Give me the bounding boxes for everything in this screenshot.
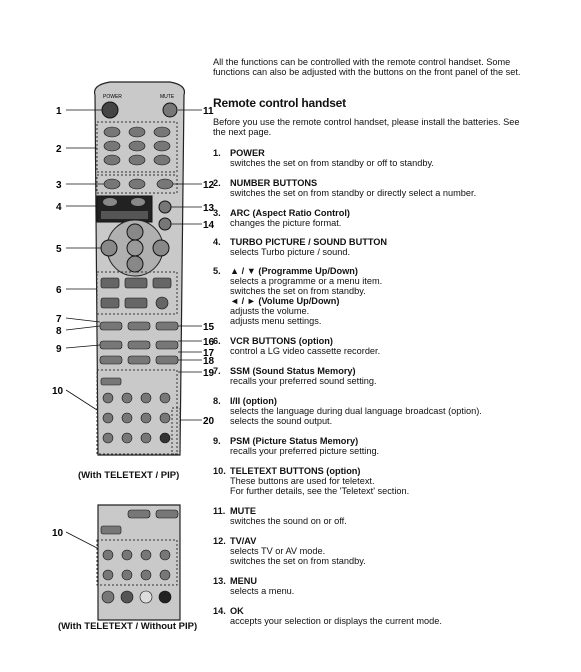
item-title: MUTE <box>230 506 257 516</box>
mute-button <box>163 103 177 117</box>
item-desc: selects TV or AV mode. <box>230 546 326 556</box>
caption-bottom-remote: (With TELETEXT / Without PIP) <box>58 621 198 632</box>
callout-2: 2 <box>56 144 62 155</box>
caption-top-remote: (With TELETEXT / PIP) <box>78 470 180 481</box>
item-title: TELETEXT BUTTONS (option) <box>230 466 361 476</box>
callout-18: 18 <box>203 356 215 367</box>
preamble-text: Before you use the remote control handset, please install the batteries. See the next page. <box>213 117 520 138</box>
item-number: 9. <box>213 436 221 446</box>
item-desc: selects a programme or a menu item. <box>230 276 383 286</box>
item-title: MENU <box>230 576 258 586</box>
remote-bottom <box>97 505 180 620</box>
item-title: PSM (Picture Status Memory) <box>230 436 359 446</box>
item-desc: recalls your preferred sound setting. <box>230 376 377 386</box>
remote-top <box>95 82 185 455</box>
item-title: NUMBER BUTTONS <box>230 178 318 188</box>
item-title: ▲ / ▼ (Programme Up/Down) <box>230 266 358 276</box>
nav-down <box>127 256 143 272</box>
item-title-secondary: ◄ / ► (Volume Up/Down) <box>230 296 340 306</box>
section-heading: Remote control handset <box>213 96 346 110</box>
item-number: 7. <box>213 366 221 376</box>
item-desc: accepts your selection or displays the current mode. <box>230 616 442 626</box>
callout-5: 5 <box>56 244 62 255</box>
item-number: 8. <box>213 396 221 406</box>
item-title: I/II (option) <box>230 396 277 406</box>
item-desc: selects a menu. <box>230 586 295 596</box>
callout-3: 3 <box>56 180 62 191</box>
item-number: 10. <box>213 466 226 476</box>
item-desc: control a LG video cassette recorder. <box>230 346 381 356</box>
item-title: OK <box>230 606 244 616</box>
item-number: 5. <box>213 266 221 276</box>
item-number: 11. <box>213 506 226 516</box>
item-number: 2. <box>213 178 221 188</box>
menu-button <box>159 201 171 213</box>
item-desc: switches the set on from standby or directly select a number. <box>230 188 477 198</box>
callout-4: 4 <box>56 202 62 213</box>
callout-17: 17 <box>203 348 215 359</box>
item-number: 6. <box>213 336 221 346</box>
item-desc: These buttons are used for teletext. <box>230 476 375 486</box>
item-desc: selects the language during dual language broadcast (option). <box>230 406 482 416</box>
power-label: POWER <box>103 94 122 100</box>
item-desc: For further details, see the 'Teletext' section. <box>230 486 410 496</box>
callout-11: 11 <box>203 106 214 117</box>
item-title: TURBO PICTURE / SOUND BUTTON <box>230 237 388 247</box>
callout-20: 20 <box>203 416 215 427</box>
item-desc: switches the set on from standby or off to standby. <box>230 158 434 168</box>
item-desc: adjusts menu settings. <box>230 316 322 326</box>
item-desc: adjusts the volume. <box>230 306 310 316</box>
item-desc: recalls your preferred picture setting. <box>230 446 380 456</box>
callout-10: 10 <box>52 386 64 397</box>
item-desc: switches the set on from standby. <box>230 286 366 296</box>
item-title: ARC (Aspect Ratio Control) <box>230 208 350 218</box>
item-desc: switches the set on from standby. <box>230 556 366 566</box>
item-number: 14. <box>213 606 226 616</box>
intro-text: All the functions can be controlled with the remote control handset. Some functions can also be adjusted with the buttons on the front panel of the set. <box>213 57 521 78</box>
callout-19: 19 <box>203 368 215 379</box>
callout-7: 7 <box>56 314 62 325</box>
item-desc: changes the picture format. <box>230 218 342 228</box>
item-number: 12. <box>213 536 226 546</box>
item-number: 1. <box>213 148 221 158</box>
item-number: 3. <box>213 208 221 218</box>
ok-small-button <box>159 218 171 230</box>
item-desc: switches the sound on or off. <box>230 516 347 526</box>
callout-15: 15 <box>203 322 215 333</box>
item-desc: selects the sound output. <box>230 416 333 426</box>
callout-12: 12 <box>203 180 215 191</box>
item-number: 4. <box>213 237 221 247</box>
callout-9: 9 <box>56 344 62 355</box>
item-title: SSM (Sound Status Memory) <box>230 366 356 376</box>
item-number: 13. <box>213 576 226 586</box>
item-desc: selects Turbo picture / sound. <box>230 247 351 257</box>
callout-8: 8 <box>56 326 62 337</box>
power-button <box>102 102 118 118</box>
nav-left <box>101 240 117 256</box>
item-title: POWER <box>230 148 265 158</box>
nav-center <box>127 240 143 256</box>
number-buttons <box>104 127 170 165</box>
nav-up <box>127 224 143 240</box>
callout-16: 16 <box>203 337 215 348</box>
callout-14: 14 <box>203 220 215 231</box>
callout-6: 6 <box>56 285 62 296</box>
callout-13: 13 <box>203 203 215 214</box>
mute-label: MUTE <box>160 94 175 100</box>
callout-1: 1 <box>56 106 62 117</box>
item-title: VCR BUTTONS (option) <box>230 336 333 346</box>
callout-bottom-10: 10 <box>52 528 64 539</box>
item-title: TV/AV <box>230 536 257 546</box>
nav-right <box>153 240 169 256</box>
